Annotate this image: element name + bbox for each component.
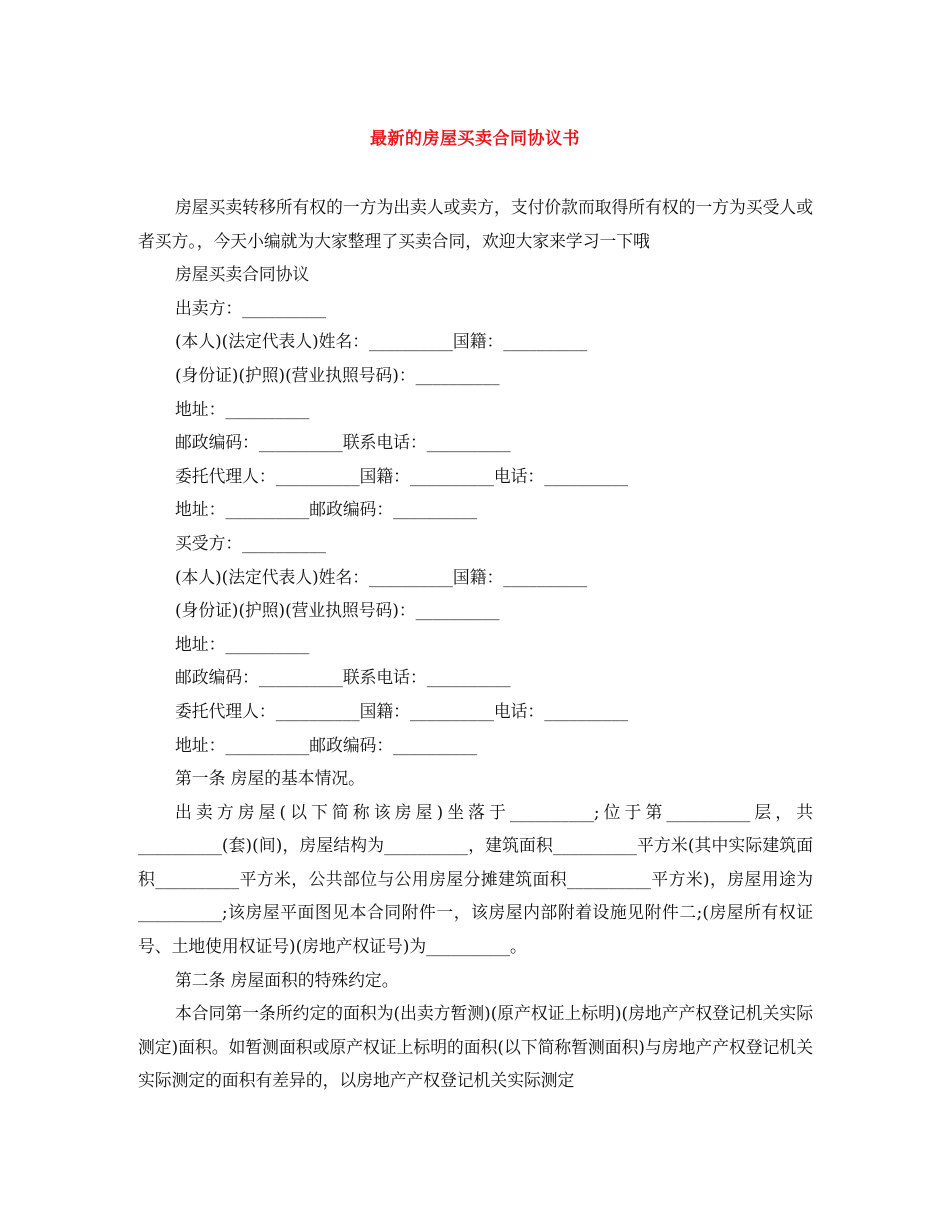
article-1-body: 出卖方房屋(以下简称该房屋)坐落于__________;位于第__________层，共__________(套)(间)，房屋结构为__________，建筑面积__________平方米(其中实际建筑面积__________平方米，公共部位与公用房屋分摊建筑面积__________平方米)，房屋用途为__________;该房屋平面图见本合同附件一，该房屋内部附着设施见附件二;(房屋所有权证号、土地使用权证号)(房地产权证号)为__________。 (138, 801, 813, 957)
article-1-heading: 第一条 房屋的基本情况。 (175, 768, 365, 789)
seller-name-line: (本人)(法定代表人)姓名：__________国籍：__________ (175, 331, 588, 352)
intro-paragraph: 房屋买卖转移所有权的一方为出卖人或卖方，支付价款而取得所有权的一方为买受人或者买方。，今天小编就为大家整理了买卖合同，欢迎大家来学习一下哦 (138, 197, 813, 251)
seller-postcode-line: 邮政编码：__________联系电话：__________ (175, 432, 511, 453)
article-2-heading: 第二条 房屋面积的特殊约定。 (175, 969, 399, 990)
buyer-id-line: (身份证)(护照)(营业执照号码)：__________ (175, 600, 500, 621)
buyer-agent-line: 委托代理人：__________国籍：__________电话：__________ (175, 700, 629, 721)
buyer-line: 买受方：__________ (175, 532, 327, 553)
document-body (138, 191, 813, 1098)
document-title: 最新的房屋买卖合同协议书 (370, 129, 580, 149)
contract-heading: 房屋买卖合同协议 (175, 264, 310, 285)
buyer-address-line: 地址：__________ (175, 633, 310, 654)
article-2-body: 本合同第一条所约定的面积为(出卖方暂测)(原产权证上标明)(房地产产权登记机关实际测定)面积。如暂测面积或原产权证上标明的面积(以下简称暂测面积)与房地产产权登记机关实际测定的面积有差异的，以房地产产权登记机关实际测定 (138, 1003, 813, 1091)
seller-agent-address-line: 地址：__________邮政编码：__________ (175, 499, 478, 520)
buyer-name-line: (本人)(法定代表人)姓名：__________国籍：__________ (175, 566, 588, 587)
seller-line: 出卖方：__________ (175, 297, 327, 318)
buyer-postcode-line: 邮政编码：__________联系电话：__________ (175, 667, 511, 688)
seller-agent-line: 委托代理人：__________国籍：__________电话：__________ (175, 465, 629, 486)
buyer-agent-address-line: 地址：__________邮政编码：__________ (175, 734, 478, 755)
seller-address-line: 地址：__________ (175, 398, 310, 419)
seller-id-line: (身份证)(护照)(营业执照号码)：__________ (175, 364, 500, 385)
